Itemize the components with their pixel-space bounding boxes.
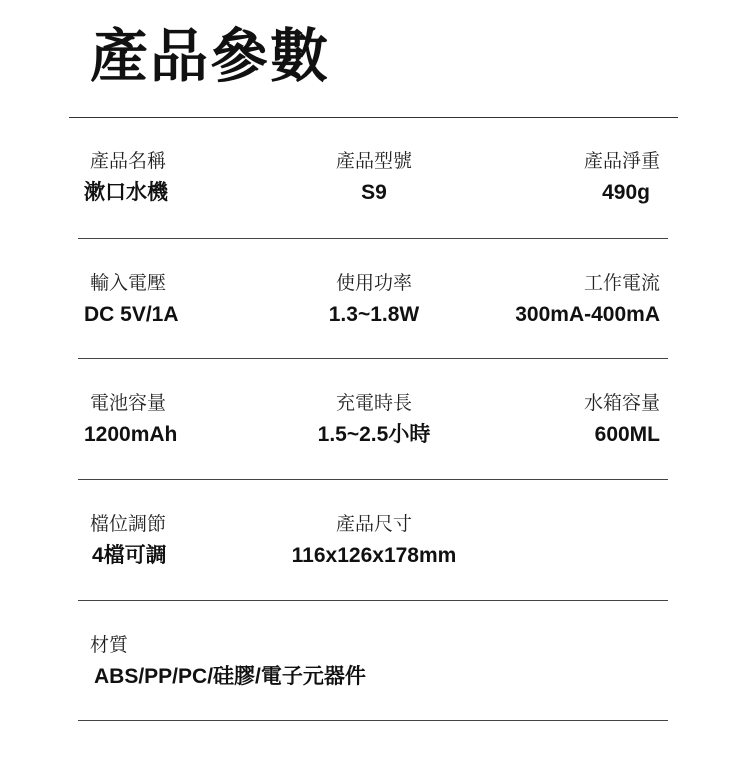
row-divider xyxy=(78,479,668,480)
spec-value-gear-adjust: 4檔可調 xyxy=(92,544,167,567)
row-divider xyxy=(78,720,668,721)
spec-value-product-name: 漱口水機 xyxy=(84,181,168,204)
spec-value-power: 1.3~1.8W xyxy=(328,303,420,326)
spec-label-dimensions: 產品尺寸 xyxy=(335,514,413,535)
spec-value-working-current: 300mA-400mA xyxy=(515,303,660,326)
spec-label-working-current: 工作電流 xyxy=(583,273,660,294)
spec-value-material: ABS/PP/PC/硅膠/電子元器件 xyxy=(94,665,366,688)
spec-value-dimensions: 116x126x178mm xyxy=(291,544,457,567)
page-title: 產品參數 xyxy=(90,24,331,89)
spec-label-battery-capacity: 電池容量 xyxy=(90,393,167,414)
row-divider xyxy=(78,358,668,359)
spec-value-tank-capacity: 600ML xyxy=(594,423,660,446)
spec-label-gear-adjust: 檔位調節 xyxy=(90,514,167,535)
spec-label-charge-time: 充電時長 xyxy=(335,393,413,414)
spec-value-model: S9 xyxy=(361,181,387,204)
spec-value-net-weight: 490g xyxy=(602,181,650,204)
spec-label-tank-capacity: 水箱容量 xyxy=(583,393,660,414)
row-divider xyxy=(78,238,668,239)
spec-label-material: 材質 xyxy=(90,635,129,656)
spec-label-product-name: 產品名稱 xyxy=(90,151,167,172)
row-divider xyxy=(78,600,668,601)
spec-value-charge-time: 1.5~2.5小時 xyxy=(317,423,431,446)
spec-label-model: 產品型號 xyxy=(335,151,413,172)
title-divider xyxy=(69,117,678,118)
spec-value-input-voltage: DC 5V/1A xyxy=(84,303,179,326)
spec-label-input-voltage: 輸入電壓 xyxy=(90,273,167,294)
spec-label-power: 使用功率 xyxy=(335,273,413,294)
spec-value-battery-capacity: 1200mAh xyxy=(84,423,178,446)
spec-label-net-weight: 產品淨重 xyxy=(583,151,660,172)
